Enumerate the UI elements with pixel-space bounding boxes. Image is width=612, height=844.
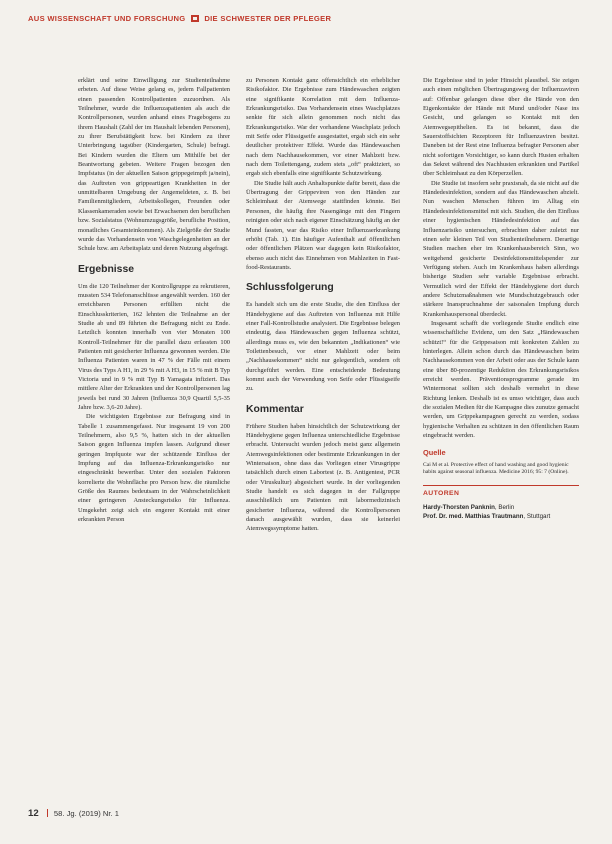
body-paragraph: Die Studie hält auch Anhaltspunkte dafür bereit, dass die Übertragung der Grippeviren von den Händen zur Schleimhaut der Atemwege stattfinden könnte. Bei Personen, die häufig ihre Nasengänge mit den Fingern reinigten oder sich nach eigener Einschätzung häufig an der Mund fassten, war das Risiko einer Influenzaerkrankung erhöht (Tab. 1). Ein häufiger Aufenthalt auf öffentlichen oder öffentlichen Plätzen war dagegen kein Risikofaktor, ebenso auch nicht das Einnehmen von Mahlzeiten in Fast-food-Restaurants.	[246, 179, 400, 271]
header-separator-icon	[191, 15, 199, 22]
source-citation: Cai M et al. Protective effect of hand washing and good hygienic habits against seasonal influenza. Medicine 2016; 95: 7 (Online).	[423, 461, 569, 476]
body-paragraph: Die wichtigsten Ergebnisse zur Befragung sind in Tabelle 1 zusammengefasst. Nur insgesamt 19 von 200 Teilnehmern, also 9,5 %, hatten sich in der aktuellen Saison gegen Influenza impfen lassen. Aufgrund dieser geringen Impfquote war der schützende Einfluss der Impfung auf das Influenza-Erkrankungsrisiko nur eingeschränkt bewertbar. Unter den sozialen Faktoren korrelierte die Wohnfläche pro Person bzw. die räumliche Größe des Raumes bedeutsam in der Wahrscheinlichkeit einer geringeren Ansteckungsrisiko für Influenza. Umgekehrt zeigt sich ein engerer Kontakt mit einer erkrankten Person	[78, 413, 230, 524]
body-paragraph: Um die 120 Teilnehmer der Kontrollgruppe zu rekrutieren, mussten 534 Telefonanschlüsse angewählt werden. 160 der erreichbaren Personen erfüllten nicht die Einschlusskriterien, 162 lehnten die Teilnahme an der Studie ab und 89 führten die Befragung nicht zu Ende. Letztlich konnten innerhalb von vier Monaten 100 Kontroll-Teilnehmer für die parallel dazu erfassten 100 Patienten mit gesicherter Influenza gewonnen werden. Die Influenza Patienten waren in 47 % der Fälle mit einem Virus des Typs A H1, in 29 % mit A H3, in 15 % mit B Typ Victoria und in 9 % mit Typ B Yamagata infiziert. Das mittlere Alter der Erkrankten und der Kontrollpersonen lag jeweils bei rund 30 Jahren (Influenza 30,9 Quartil 5,5-35 Jahre bzw. 3,6-20 Jahre).	[78, 282, 230, 411]
body-paragraph: erklärt und seine Einwilligung zur Studienteilnahme erbeten. Auf diese Weise gelang es, jedem Fallpatienten einen passenden Kontrollpatienten zuzuordnen. Als Teilnehmer, wurde die Influenzapatienten als auch die Kontrollpersonen, wurden anhand eines Fragebogens zu ihrem Haushalt (Zahl der im Haushalt lebenden Personen), zu ihrer Berufstätigkeit bzw. bei Kindern zu ihrer Unterbringung tagsüber (Kindergarten, Schule) befragt. Bei Kindern wurden die Eltern um Mithilfe bei der Beantwortung gebeten. Weitere Fragen bezogen den Impfstatus (in der aktuellen Saison grippegeimpft ja/nein), das Auftreten von grippeartigen Krankheiten in der unmittelbaren Umgebung der Angemeldeten, z. B. bei Familienmitgliedern, Arbeitskollegen, Freunden oder Klassenkameraden sowie bei Erwachsenen den beruflichen bzw. Sozialstatus (Wohnumzugsgröße, berufliche Position, monatliches Gesamteinkommen). Als Zielgröße der Studie wurde das Vorhandensein von Waschgelegenheiten an der Schule bzw. am Arbeitsplatz und deren Nutzung abgefragt.	[78, 77, 230, 253]
header-section-label: AUS WISSENSCHAFT UND FORSCHUNG	[28, 14, 186, 23]
author-city: Stuttgart	[526, 513, 551, 521]
body-paragraph: zu Personen Kontakt ganz offensichtlich ein erheblicher Risikofaktor. Die Ergebnisse zum Händewaschen zeigten eine signifikante Korrelation mit dem Influenza-Erkrankungsrisiko. Das Vorhandensein eines Waschplatzes senkte für sich allein genommen noch nicht das Erkrankungsrisiko. War der vorhandene Waschplatz jedoch mit Seife oder Flüssigseife ausgestattet, ergab sich ein sehr deutlicher protektiver Effekt. Wurde das Händewaschen nach dem Nachhausekommen, vor einer Mahlzeit bzw. nach dem Toilettengang, zudem stets „oft“ praktiziert, so ergab sich ebenfalls eine signifikante Schutzwirkung.	[246, 77, 400, 178]
author-name: Hardy-Thorsten Panknin	[423, 504, 495, 512]
column-2	[246, 76, 400, 534]
author-name: Prof. Dr. med. Matthias Trautmann	[423, 513, 524, 521]
authors-heading: AUTOREN	[423, 489, 460, 497]
body-paragraph: Insgesamt schafft die vorliegende Studie endlich eine wissenschaftliche Evidenz, um den Satz „Händewaschen schützt!“ für die Grippesaison mit konkreten Zahlen zu hinterlegen. Allein schon durch das Händewaschen beim Nachhausekommen von der Arbeit oder aus der Schule kann eine über 80-prozentige Reduktion des Erkrankungsrisikos erreicht werden. Präventionsprogramme gerade im Wintermonat sollten sich deshalb vermehrt in diese Richtung lenken. Deshalb ist es umso wichtiger, dass auch die sozialen Medien für die Kampagne dies zunutze gemacht werden, um Grippekampagnen gerecht zu werden, sodass hygienische Verhalten zu schützen in den öffentlichen Raum eingebracht werden.	[423, 319, 579, 440]
author-entry: Hardy-Thorsten Panknin, Berlin	[423, 504, 515, 512]
body-paragraph: Die Ergebnisse sind in jeder Hinsicht plausibel. Sie zeigen auch einen möglichen Übertragungsweg der Influenzaviren auf: Offenbar gelangen diese über die Hände von den Eigenkontakte der Hände mit Mund und/oder Nase ins Gesicht, und gelangen so Kontakt mit den Atemwegsepithelien. Es ist bekannt, dass die Sauerstoffsichten Rezeptoren für Influenzaviren besitzt. Daneben ist der Rest eine Influenza befragter Personen aber nicht sofortigen Vorsichtiger, so kann durch Husten erhalten das Sekret während des Nachhusten erkrankten und Partikel über Schleimhaut zu den Körperzellen.	[423, 77, 579, 178]
section-heading-conclusion: Schlussfolgerung	[246, 282, 334, 294]
section-heading-results: Ergebnisse	[78, 263, 135, 275]
footer-divider	[47, 809, 48, 817]
author-city: Berlin	[498, 504, 515, 512]
column-3	[423, 76, 579, 521]
authors-box	[423, 485, 579, 521]
body-paragraph: Es handelt sich um die erste Studie, die den Einfluss der Händehygiene auf das Auftreten von Influenza mit Hilfe einer Fall-Kontrollstudie analysiert. Die Ergebnisse belegen eindeutig, dass Händewaschen gegen Influenza schützt, allerdings muss es, wie den bekannten „Indikationen“ wie Toilettenbesuch, vor einer Mahlzeit oder beim „Nachhausekommen“ nicht nur gelegentlich, sondern oft durchgeführt werden. Eine entscheidende Bedeutung kommt auch der Verwendung von Seife oder Flüssigseife zu.	[246, 301, 400, 393]
author-entry: Prof. Dr. med. Matthias Trautmann, Stuttgart	[423, 513, 551, 521]
page-number: 12	[28, 808, 39, 819]
header-magazine-label: DIE SCHWESTER DER PFLEGER	[204, 14, 332, 23]
section-heading-comment: Kommentar	[246, 403, 304, 415]
issue-label: 58. Jg. (2019) Nr. 1	[53, 809, 119, 818]
column-1	[78, 76, 230, 524]
body-paragraph: Frühere Studien haben hinsichtlich der Schutzwirkung der Händehygiene gegen Influenza unterschiedliche Ergebnisse erbracht. Untersucht wurden jedoch meist ganz allgemein Atemwegsinfektionen oder bestimmte Erkrankungen in der Wintersaison, ohne dass das Vorliegen einer Virusgrippe tatsächlich durch einen Labortest (z. B. Antigentest, PCR oder Viruskultur) abgesichert wurde. In der vorliegenden Studie handelt es sich dagegen in der Fallgruppe ausschließlich um Patienten mit labormedizinisch gesicherter Influenza, während die Kontrollpersonen danach ausgewählt wurden, dass sie keinerlei Atemwegssymptome hatten.	[246, 422, 400, 533]
body-paragraph: Die Studie ist insofern sehr praxisnah, da sie nicht auf die Händedesinfektion, sondern auf das Händewaschen abzielt. Nun waschen Menschen führen im Alltag ein Händedesinfektionsmittel mit sich. Studien, die den Einfluss einer hygienischen Händedesinfektion auf das Influenzarisiko untersuchen, erbrachten daher zuletzt nur einen sehr kleinen Teil von Studienteilnehmern. Derartige Studien machen eher im Krankenhausbereich Sinn, wo weitgehend gesicherte Desinfektionsmittelspender zur Verfügung stehen. Auch im Krankenhaus haben allerdings bisherige Studien sehr variable Ergebnisse erbracht. Vermutlich wird der Effekt der Händehygiene dort durch andere Schutzmaßnahmen wie Mundschutzgebrauch oder stärkere Inanspruchnahme der saisonalen Impfung durch Krankenhauspersonal überdeckt.	[423, 179, 579, 318]
source-heading: Quelle	[423, 448, 446, 458]
page-footer	[28, 808, 119, 819]
running-header	[28, 14, 584, 28]
